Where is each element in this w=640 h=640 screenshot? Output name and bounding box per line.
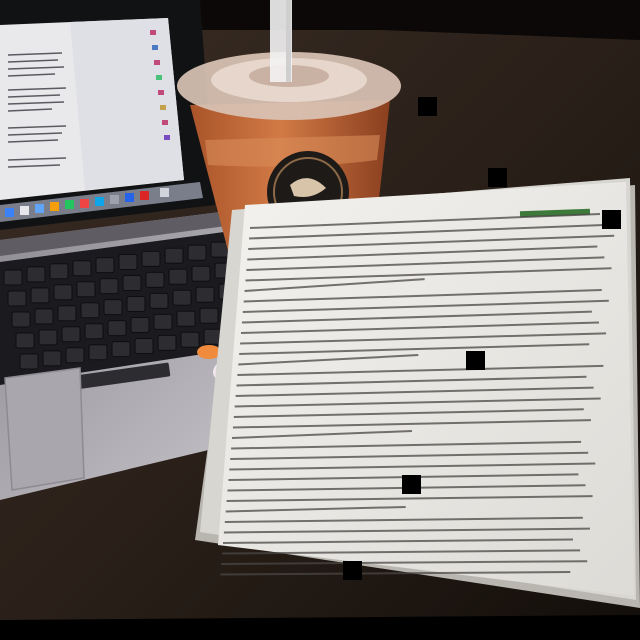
keyboard-key xyxy=(192,266,210,281)
keyboard-key xyxy=(35,309,53,324)
black-patch xyxy=(466,351,485,370)
keyboard-key xyxy=(196,287,214,302)
keyboard-key xyxy=(89,345,107,360)
black-patch xyxy=(402,475,421,494)
keyboard-key xyxy=(146,272,164,287)
keyboard-key xyxy=(77,282,95,297)
black-patch xyxy=(343,561,362,580)
keyboard-key xyxy=(211,242,229,257)
keyboard-key xyxy=(112,342,130,357)
keyboard-key xyxy=(20,354,38,369)
black-patch xyxy=(488,168,507,187)
keyboard-key xyxy=(66,348,84,363)
keyboard-key xyxy=(50,264,68,279)
keyboard-key xyxy=(73,261,91,276)
keyboard-key xyxy=(100,279,118,294)
keyboard-key xyxy=(135,339,153,354)
keyboard-key xyxy=(154,314,172,329)
keyboard-key xyxy=(188,245,206,260)
keyboard-key xyxy=(27,267,45,282)
keyboard-key xyxy=(123,276,141,291)
keyboard-key xyxy=(177,311,195,326)
keyboard-key xyxy=(119,255,137,270)
keyboard-key xyxy=(54,285,72,300)
keyboard-key xyxy=(31,288,49,303)
keyboard-key xyxy=(43,351,61,366)
keyboard-key xyxy=(12,312,30,327)
paper-stack xyxy=(195,178,640,608)
keyboard-key xyxy=(8,291,26,306)
keyboard-key xyxy=(165,248,183,263)
keyboard-key xyxy=(150,293,168,308)
keyboard-key xyxy=(173,290,191,305)
keyboard-key xyxy=(4,270,22,285)
orange-sticker xyxy=(197,345,221,359)
keyboard-key xyxy=(16,333,34,348)
black-patch xyxy=(418,97,437,116)
keyboard-key xyxy=(96,258,114,273)
keyboard-key xyxy=(62,327,80,342)
keyboard-key xyxy=(200,308,218,323)
keyboard-key xyxy=(169,269,187,284)
keyboard-key xyxy=(158,335,176,350)
keyboard-key xyxy=(131,318,149,333)
keyboard-key xyxy=(58,306,76,321)
laptop-screen xyxy=(0,0,215,230)
trackpad xyxy=(5,368,84,490)
keyboard-key xyxy=(127,297,145,312)
keyboard-key xyxy=(104,300,122,315)
keyboard-key xyxy=(181,332,199,347)
keyboard-key xyxy=(81,303,99,318)
keyboard-key xyxy=(108,321,126,336)
keyboard-key xyxy=(142,251,160,266)
black-patch xyxy=(602,210,621,229)
keyboard-key xyxy=(85,324,103,339)
keyboard-key xyxy=(39,330,57,345)
